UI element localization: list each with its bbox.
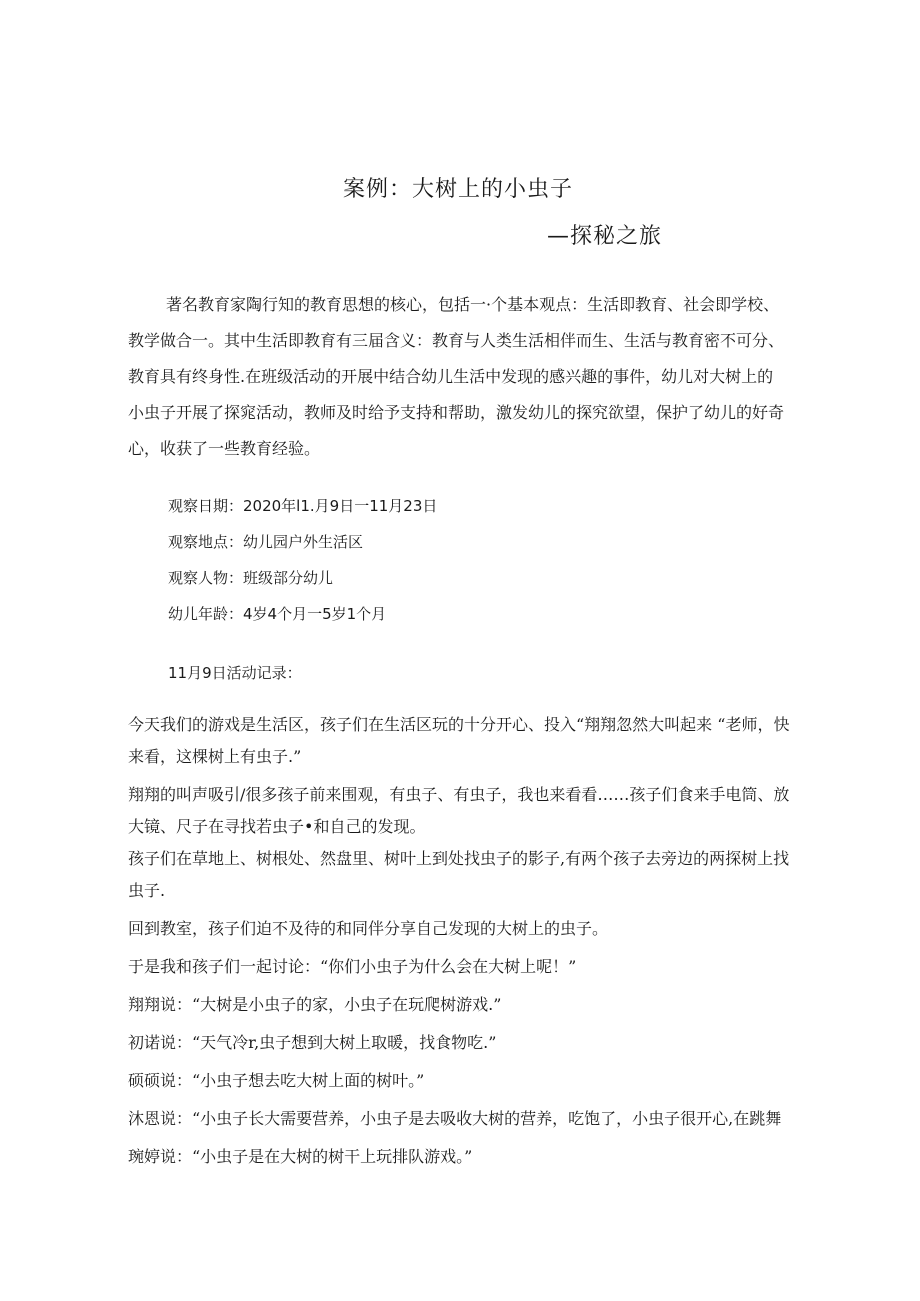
- record-paragraph: 翔翔说：“大树是小虫子的家，小虫子在玩爬树游戏.”: [128, 995, 502, 1014]
- record-paragraph: 沐恩说：“小虫子长大需要营养，小虫子是去吸收大树的营养，吃饱了，小虫子很开心,在跳舞: [128, 1109, 782, 1128]
- document-title: 案例：大树上的小虫子: [343, 177, 574, 202]
- record-paragraph: 今天我们的游戏是生活区，孩子们在生活区玩的十分开心、投入“翔翔忽然大叫起来 “老师，快来看，这棵树上有虫子.”: [128, 715, 790, 766]
- record-paragraph: 孩子们在草地上、树根处、然盘里、树叶上到处找虫子的影子,有两个孩子去旁边的两探树上找虫子.: [128, 849, 790, 900]
- record-paragraph: 于是我和孩子们一起讨论：“你们小虫子为什么会在大树上呢！”: [128, 957, 577, 976]
- observation-location: 观察地点：幼儿园户外生活区: [168, 533, 364, 551]
- record-paragraph: 琬婷说：“小虫子是在大树的树干上玩排队游戏。”: [128, 1147, 473, 1166]
- record-paragraph: 回到教室，孩子们迫不及待的和同伴分享自己发现的大树上的虫子。: [128, 919, 609, 938]
- observation-info: [168, 488, 437, 632]
- record-paragraph: 初诺说：“天气冷r,虫子想到大树上取暖，找食物吃.”: [128, 1033, 497, 1052]
- record-paragraph: 翔翔的叫声吸引/很多孩子前来围观，有虫子、有虫子，我也来看看……孩子们食来手电筒、放大镜、尺子在寻找若虫子•和自己的发现。: [128, 785, 790, 836]
- document-subtitle: —探秘之旅: [547, 224, 663, 249]
- activity-records: [128, 709, 793, 1173]
- observation-date: 观察日期：2020年l1.月9日一11月23日: [168, 497, 438, 515]
- observation-age: 幼儿年龄：4岁4个月一5岁1个月: [168, 605, 387, 623]
- intro-paragraph: 著名教育家陶行知的教育思想的核心，包括一·个基本观点：生活即教育、社会即学校、教学做合一。其中生活即教育有三届含义：教育与人类生活相伴而生、生活与教育密不可分、教育具有终身性.在班级活动的开展中结合幼儿生活中发现的感兴趣的事件，幼儿对大树上的小虫子开展了探窕活动，教师及时给予支持和帮助，激发幼儿的探究欲望，保护了幼儿的好奇心，收获了一些教育经验。: [128, 295, 785, 458]
- record-paragraph: 硕硕说：“小虫子想去吃大树上面的树叶。”: [128, 1071, 425, 1090]
- observation-subjects: 观察人物：班级部分幼儿: [168, 569, 334, 587]
- record-heading: 11月9日活动记录：: [168, 664, 302, 682]
